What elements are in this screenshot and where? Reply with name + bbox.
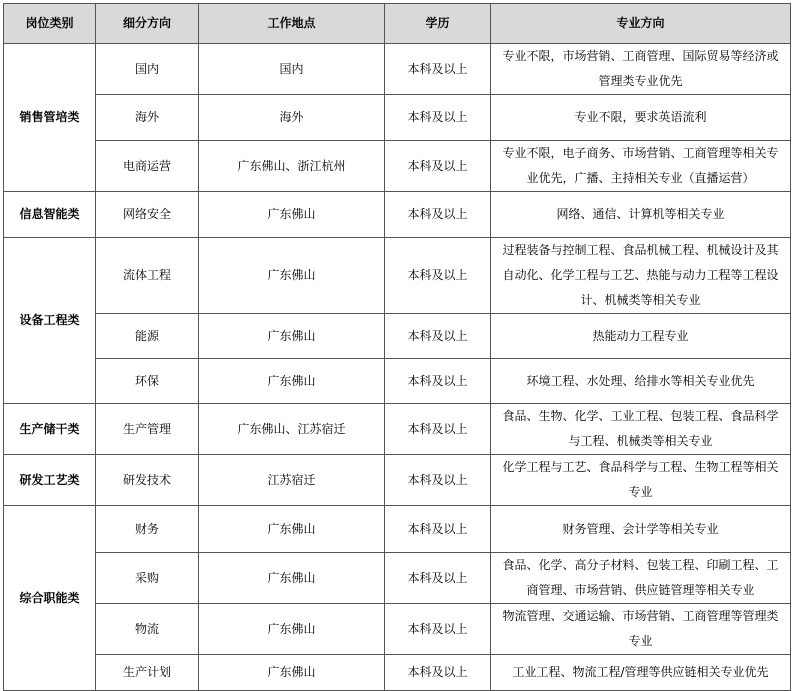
subdirection-cell: 流体工程	[96, 238, 199, 314]
table-row	[4, 506, 791, 553]
subdirection-cell: 财务	[96, 506, 199, 553]
subdirection-cell: 能源	[96, 314, 199, 359]
major-cell: 过程装备与控制工程、食品机械工程、机械设计及其自动化、化学工程与工艺、热能与动力工程等工程设计、机械类等相关专业	[491, 238, 791, 314]
major-cell: 环境工程、水处理、给排水等相关专业优先	[491, 359, 791, 404]
subdirection-cell: 网络安全	[96, 192, 199, 238]
header-education: 学历	[385, 4, 491, 44]
location-cell: 广东佛山	[199, 192, 385, 238]
location-cell: 广东佛山	[199, 359, 385, 404]
major-cell: 物流管理、交通运输、市场营销、工商管理等管理类专业	[491, 604, 791, 655]
education-cell: 本科及以上	[385, 655, 491, 691]
subdirection-cell: 物流	[96, 604, 199, 655]
category-cell: 研发工艺类	[4, 455, 96, 506]
major-cell: 专业不限，要求英语流利	[491, 95, 791, 141]
education-cell: 本科及以上	[385, 553, 491, 604]
table-row	[4, 455, 791, 506]
location-cell: 广东佛山	[199, 553, 385, 604]
location-cell: 广东佛山、浙江杭州	[199, 141, 385, 192]
subdirection-cell: 研发技术	[96, 455, 199, 506]
category-cell: 生产储干类	[4, 404, 96, 455]
location-cell: 广东佛山	[199, 314, 385, 359]
subdirection-cell: 生产管理	[96, 404, 199, 455]
table-row	[4, 141, 791, 192]
major-cell: 网络、通信、计算机等相关专业	[491, 192, 791, 238]
table-row	[4, 359, 791, 404]
education-cell: 本科及以上	[385, 506, 491, 553]
category-cell: 综合职能类	[4, 506, 96, 691]
subdirection-cell: 电商运营	[96, 141, 199, 192]
education-cell: 本科及以上	[385, 95, 491, 141]
table-row	[4, 404, 791, 455]
table-body	[4, 44, 791, 691]
major-cell: 专业不限，电子商务、市场营销、工商管理等相关专业优先，广播、主持相关专业（直播运营）	[491, 141, 791, 192]
table-row	[4, 95, 791, 141]
location-cell: 海外	[199, 95, 385, 141]
location-cell: 广东佛山	[199, 238, 385, 314]
subdirection-cell: 国内	[96, 44, 199, 95]
education-cell: 本科及以上	[385, 404, 491, 455]
table-row	[4, 238, 791, 314]
table-row	[4, 44, 791, 95]
header-row	[4, 4, 791, 44]
education-cell: 本科及以上	[385, 44, 491, 95]
job-positions-table	[3, 3, 791, 691]
category-cell: 信息智能类	[4, 192, 96, 238]
header-category: 岗位类别	[4, 4, 96, 44]
education-cell: 本科及以上	[385, 192, 491, 238]
location-cell: 江苏宿迁	[199, 455, 385, 506]
category-cell: 销售管培类	[4, 44, 96, 192]
major-cell: 财务管理、会计学等相关专业	[491, 506, 791, 553]
education-cell: 本科及以上	[385, 314, 491, 359]
table-row	[4, 314, 791, 359]
table-row	[4, 192, 791, 238]
location-cell: 国内	[199, 44, 385, 95]
table-header	[4, 4, 791, 44]
header-major: 专业方向	[491, 4, 791, 44]
major-cell: 工业工程、物流工程/管理等供应链相关专业优先	[491, 655, 791, 691]
subdirection-cell: 环保	[96, 359, 199, 404]
table-row	[4, 553, 791, 604]
location-cell: 广东佛山	[199, 604, 385, 655]
location-cell: 广东佛山、江苏宿迁	[199, 404, 385, 455]
location-cell: 广东佛山	[199, 506, 385, 553]
education-cell: 本科及以上	[385, 238, 491, 314]
major-cell: 专业不限，市场营销、工商管理、国际贸易等经济或管理类专业优先	[491, 44, 791, 95]
education-cell: 本科及以上	[385, 455, 491, 506]
subdirection-cell: 海外	[96, 95, 199, 141]
education-cell: 本科及以上	[385, 359, 491, 404]
location-cell: 广东佛山	[199, 655, 385, 691]
major-cell: 食品、化学、高分子材料、包装工程、印刷工程、工商管理、市场营销、供应链管理等相关专业	[491, 553, 791, 604]
table-row	[4, 655, 791, 691]
major-cell: 热能动力工程专业	[491, 314, 791, 359]
category-cell: 设备工程类	[4, 238, 96, 404]
subdirection-cell: 生产计划	[96, 655, 199, 691]
major-cell: 食品、生物、化学、工业工程、包装工程、食品科学与工程、机械类等相关专业	[491, 404, 791, 455]
subdirection-cell: 采购	[96, 553, 199, 604]
header-subdirection: 细分方向	[96, 4, 199, 44]
major-cell: 化学工程与工艺、食品科学与工程、生物工程等相关专业	[491, 455, 791, 506]
education-cell: 本科及以上	[385, 604, 491, 655]
header-location: 工作地点	[199, 4, 385, 44]
table-row	[4, 604, 791, 655]
education-cell: 本科及以上	[385, 141, 491, 192]
